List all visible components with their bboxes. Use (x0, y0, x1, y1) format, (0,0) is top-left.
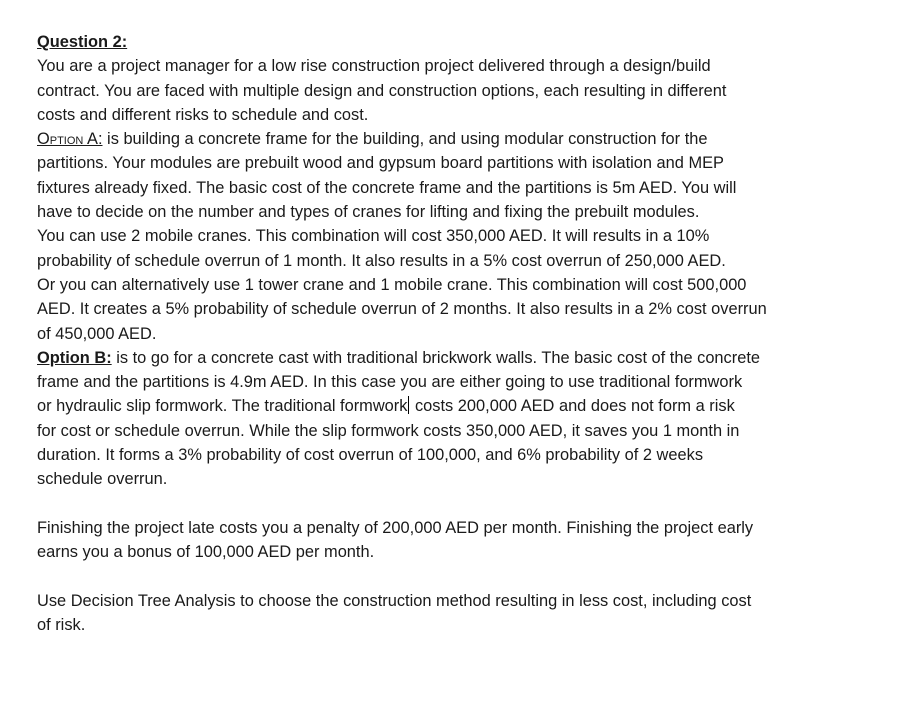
option-a-first-line-text: is building a concrete frame for the building, and using modular construction for the (102, 130, 708, 149)
option-b-first-line (37, 346, 867, 370)
option-b-caret-line-after: costs 200,000 AED and does not form a risk (410, 397, 735, 416)
option-a-line: probability of schedule overrun of 1 month. It also results in a 5% cost overrun of 250,000 AED. (37, 251, 726, 270)
question-heading: Question 2: (37, 33, 128, 51)
option-a-line: AED. It creates a 5% probability of schedule overrun of 2 months. It also results in a 2% cost overrun (37, 300, 767, 319)
document-body (37, 30, 867, 637)
penalty-line: Finishing the project late costs you a penalty of 200,000 AED per month. Finishing the project early (37, 518, 754, 537)
intro-line: You are a project manager for a low rise construction project delivered through a design/build (37, 57, 711, 76)
option-a-label: Option A: (37, 130, 103, 149)
option-a-line: fixtures already fixed. The basic cost of the concrete frame and the partitions is 5m AED. You will (37, 178, 737, 197)
penalty-line: earns you a bonus of 100,000 AED per month. (37, 543, 375, 562)
option-a-line: Or you can alternatively use 1 tower crane and 1 mobile crane. This combination will cost 500,000 (37, 275, 747, 294)
instruction-line: Use Decision Tree Analysis to choose the construction method resulting in less cost, including cost (37, 591, 752, 610)
paragraph-gap (37, 492, 867, 516)
option-b-first-line-text: is to go for a concrete cast with traditional brickwork walls. The basic cost of the concrete (111, 348, 760, 367)
option-a-first-line (37, 127, 867, 151)
option-b-line: for cost or schedule overrun. While the slip formwork costs 350,000 AED, it saves you 1 month in (37, 421, 740, 440)
option-b-line: frame and the partitions is 4.9m AED. In this case you are either going to use traditional formwork (37, 373, 743, 392)
option-b-line: schedule overrun. (37, 470, 168, 489)
intro-line: contract. You are faced with multiple design and construction options, each resulting in different (37, 81, 727, 100)
option-a-line: of 450,000 AED. (37, 324, 157, 343)
paragraph-gap (37, 565, 867, 589)
option-b-label: Option B: (37, 348, 112, 367)
option-b-caret-line[interactable] (37, 394, 867, 418)
option-a-line: partitions. Your modules are prebuilt wood and gypsum board partitions with isolation and MEP (37, 154, 724, 173)
option-a-line: You can use 2 mobile cranes. This combination will cost 350,000 AED. It will results in a 10% (37, 227, 710, 246)
option-b-caret-line-before: or hydraulic slip formwork. The traditional formwork (37, 397, 408, 416)
option-a-line: have to decide on the number and types of cranes for lifting and fixing the prebuilt modules. (37, 203, 700, 222)
intro-line: costs and different risks to schedule and cost. (37, 105, 369, 124)
instruction-line: of risk. (37, 616, 86, 635)
option-b-line: duration. It forms a 3% probability of cost overrun of 100,000, and 6% probability of 2 weeks (37, 446, 704, 465)
